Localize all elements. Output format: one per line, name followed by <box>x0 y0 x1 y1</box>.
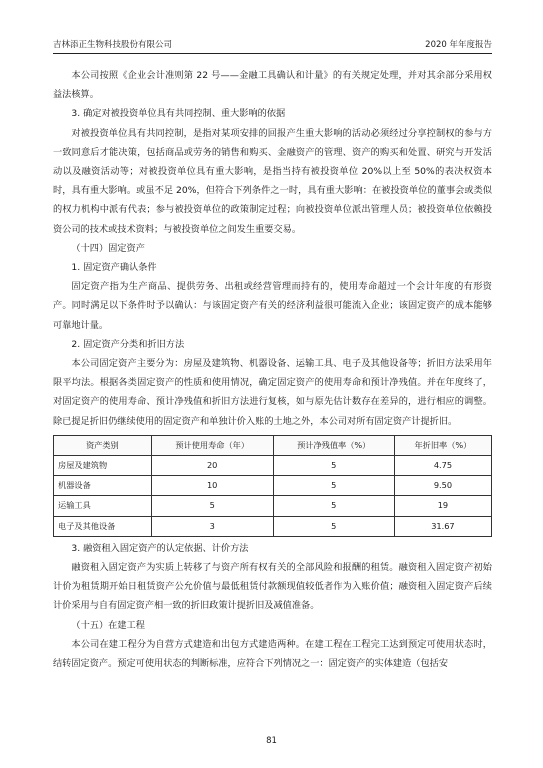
column-header: 预计净残值率（%） <box>273 435 394 455</box>
table-cell: 电子及其他设备 <box>54 516 152 536</box>
table-cell: 5 <box>273 476 394 496</box>
page-number: 81 <box>266 736 277 746</box>
table-row <box>54 456 492 476</box>
subheading: 2. 固定资产分类和折旧方法 <box>71 338 185 350</box>
table-cell: 5 <box>273 456 394 476</box>
subheading: 3. 确定对被投资单位具有共同控制、重大影响的依据 <box>71 108 286 120</box>
table-row <box>54 516 492 536</box>
subheading: 1. 固定资产确认条件 <box>71 262 157 274</box>
table-cell: 运输工具 <box>54 496 152 516</box>
table-cell: 5 <box>273 496 394 516</box>
paragraph: 对被投资单位具有共同控制，是指对某项安排的回报产生重大影响的活动必须经过分享控制权的参与方一致同意后才能决策，包括商品或劳务的销售和购买、金融资产的管理、资产的购买和处置、研究与开发活动以及融资活动等；对被投资单位具有重大影响，是指当持有被投资单位 20%以上至 50%的表决权资本时，具有重大影响。或虽不足 20%，但符合下列条件之一时，具有重大影响：在被投资单位的董事会或类似的权力机构中派有代表；参与被投资单位的政策制定过程；向被投资单位派出管理人员；被投资单位依赖投资公司的技术或技术资料；与被投资单位之间发生重要交易。 <box>53 127 492 235</box>
table-cell: 31.67 <box>394 516 491 536</box>
report-title: 2020 年年度报告 <box>425 40 492 50</box>
paragraph: 本公司固定资产主要分为：房屋及建筑物、机器设备、运输工具、电子及其他设备等；折旧方法采用年限平均法。根据各类固定资产的性质和使用情况，确定固定资产的使用寿命和预计净残值。并在年度终了，对固定资产的使用寿命、预计净残值和折旧方法进行复核，如与原先估计数存在差异的，进行相应的调整。除已提足折旧仍继续使用的固定资产和单独计价入账的土地之外，本公司对所有固定资产计提折旧。 <box>53 358 492 427</box>
table-cell: 9.50 <box>394 476 491 496</box>
table-header-row <box>54 435 492 455</box>
table-cell: 3 <box>151 516 273 536</box>
table-cell: 10 <box>151 476 273 496</box>
depreciation-table <box>53 435 492 537</box>
paragraph: 融资租入固定资产为实质上转移了与资产所有权有关的全部风险和报酬的租赁。融资租入固定资产初始计价为租赁期开始日租赁资产公允价值与最低租赁付款额现值较低者作为入账价值；融资租入固定资产后续计价采用与自有固定资产相一致的折旧政策计提折旧及减值准备。 <box>53 562 492 612</box>
column-header: 资产类别 <box>54 435 152 455</box>
table-cell: 4.75 <box>394 456 491 476</box>
table-cell: 20 <box>151 456 273 476</box>
table-cell: 5 <box>151 496 273 516</box>
page-header <box>53 38 492 54</box>
table-cell: 5 <box>273 516 394 536</box>
paragraph: 本公司在建工程分为自营方式建造和出包方式建造两种。在建工程在工程完工达到预定可使用状态时，结转固定资产。预定可使用状态的判断标准，应符合下列情况之一：固定资产的实体建造（包括安 <box>53 638 492 670</box>
table-cell: 机器设备 <box>54 476 152 496</box>
subheading: 3. 融资租入固定资产的认定依据、计价方法 <box>71 542 249 554</box>
paragraph: 本公司按照《企业会计准则第 22 号——金融工具确认和计量》的有关规定处理，并对其余部分采用权益法核算。 <box>53 70 492 101</box>
section-heading: （十四）固定资产 <box>71 242 145 254</box>
section-heading: （十五）在建工程 <box>71 619 145 631</box>
table-cell: 房屋及建筑物 <box>54 456 152 476</box>
table-row <box>54 496 492 516</box>
paragraph: 固定资产指为生产商品、提供劳务、出租或经营管理而持有的，使用寿命超过一个会计年度的有形资产。同时满足以下条件时予以确认：与该固定资产有关的经济利益很可能流入企业；该固定资产的成本能够可靠地计量。 <box>53 281 492 331</box>
column-header: 预计使用寿命（年） <box>151 435 273 455</box>
document-body <box>53 66 492 673</box>
table-row <box>54 476 492 496</box>
column-header: 年折旧率（%） <box>394 435 491 455</box>
company-name: 吉林添正生物科技股份有限公司 <box>53 40 173 50</box>
table-cell: 19 <box>394 496 491 516</box>
